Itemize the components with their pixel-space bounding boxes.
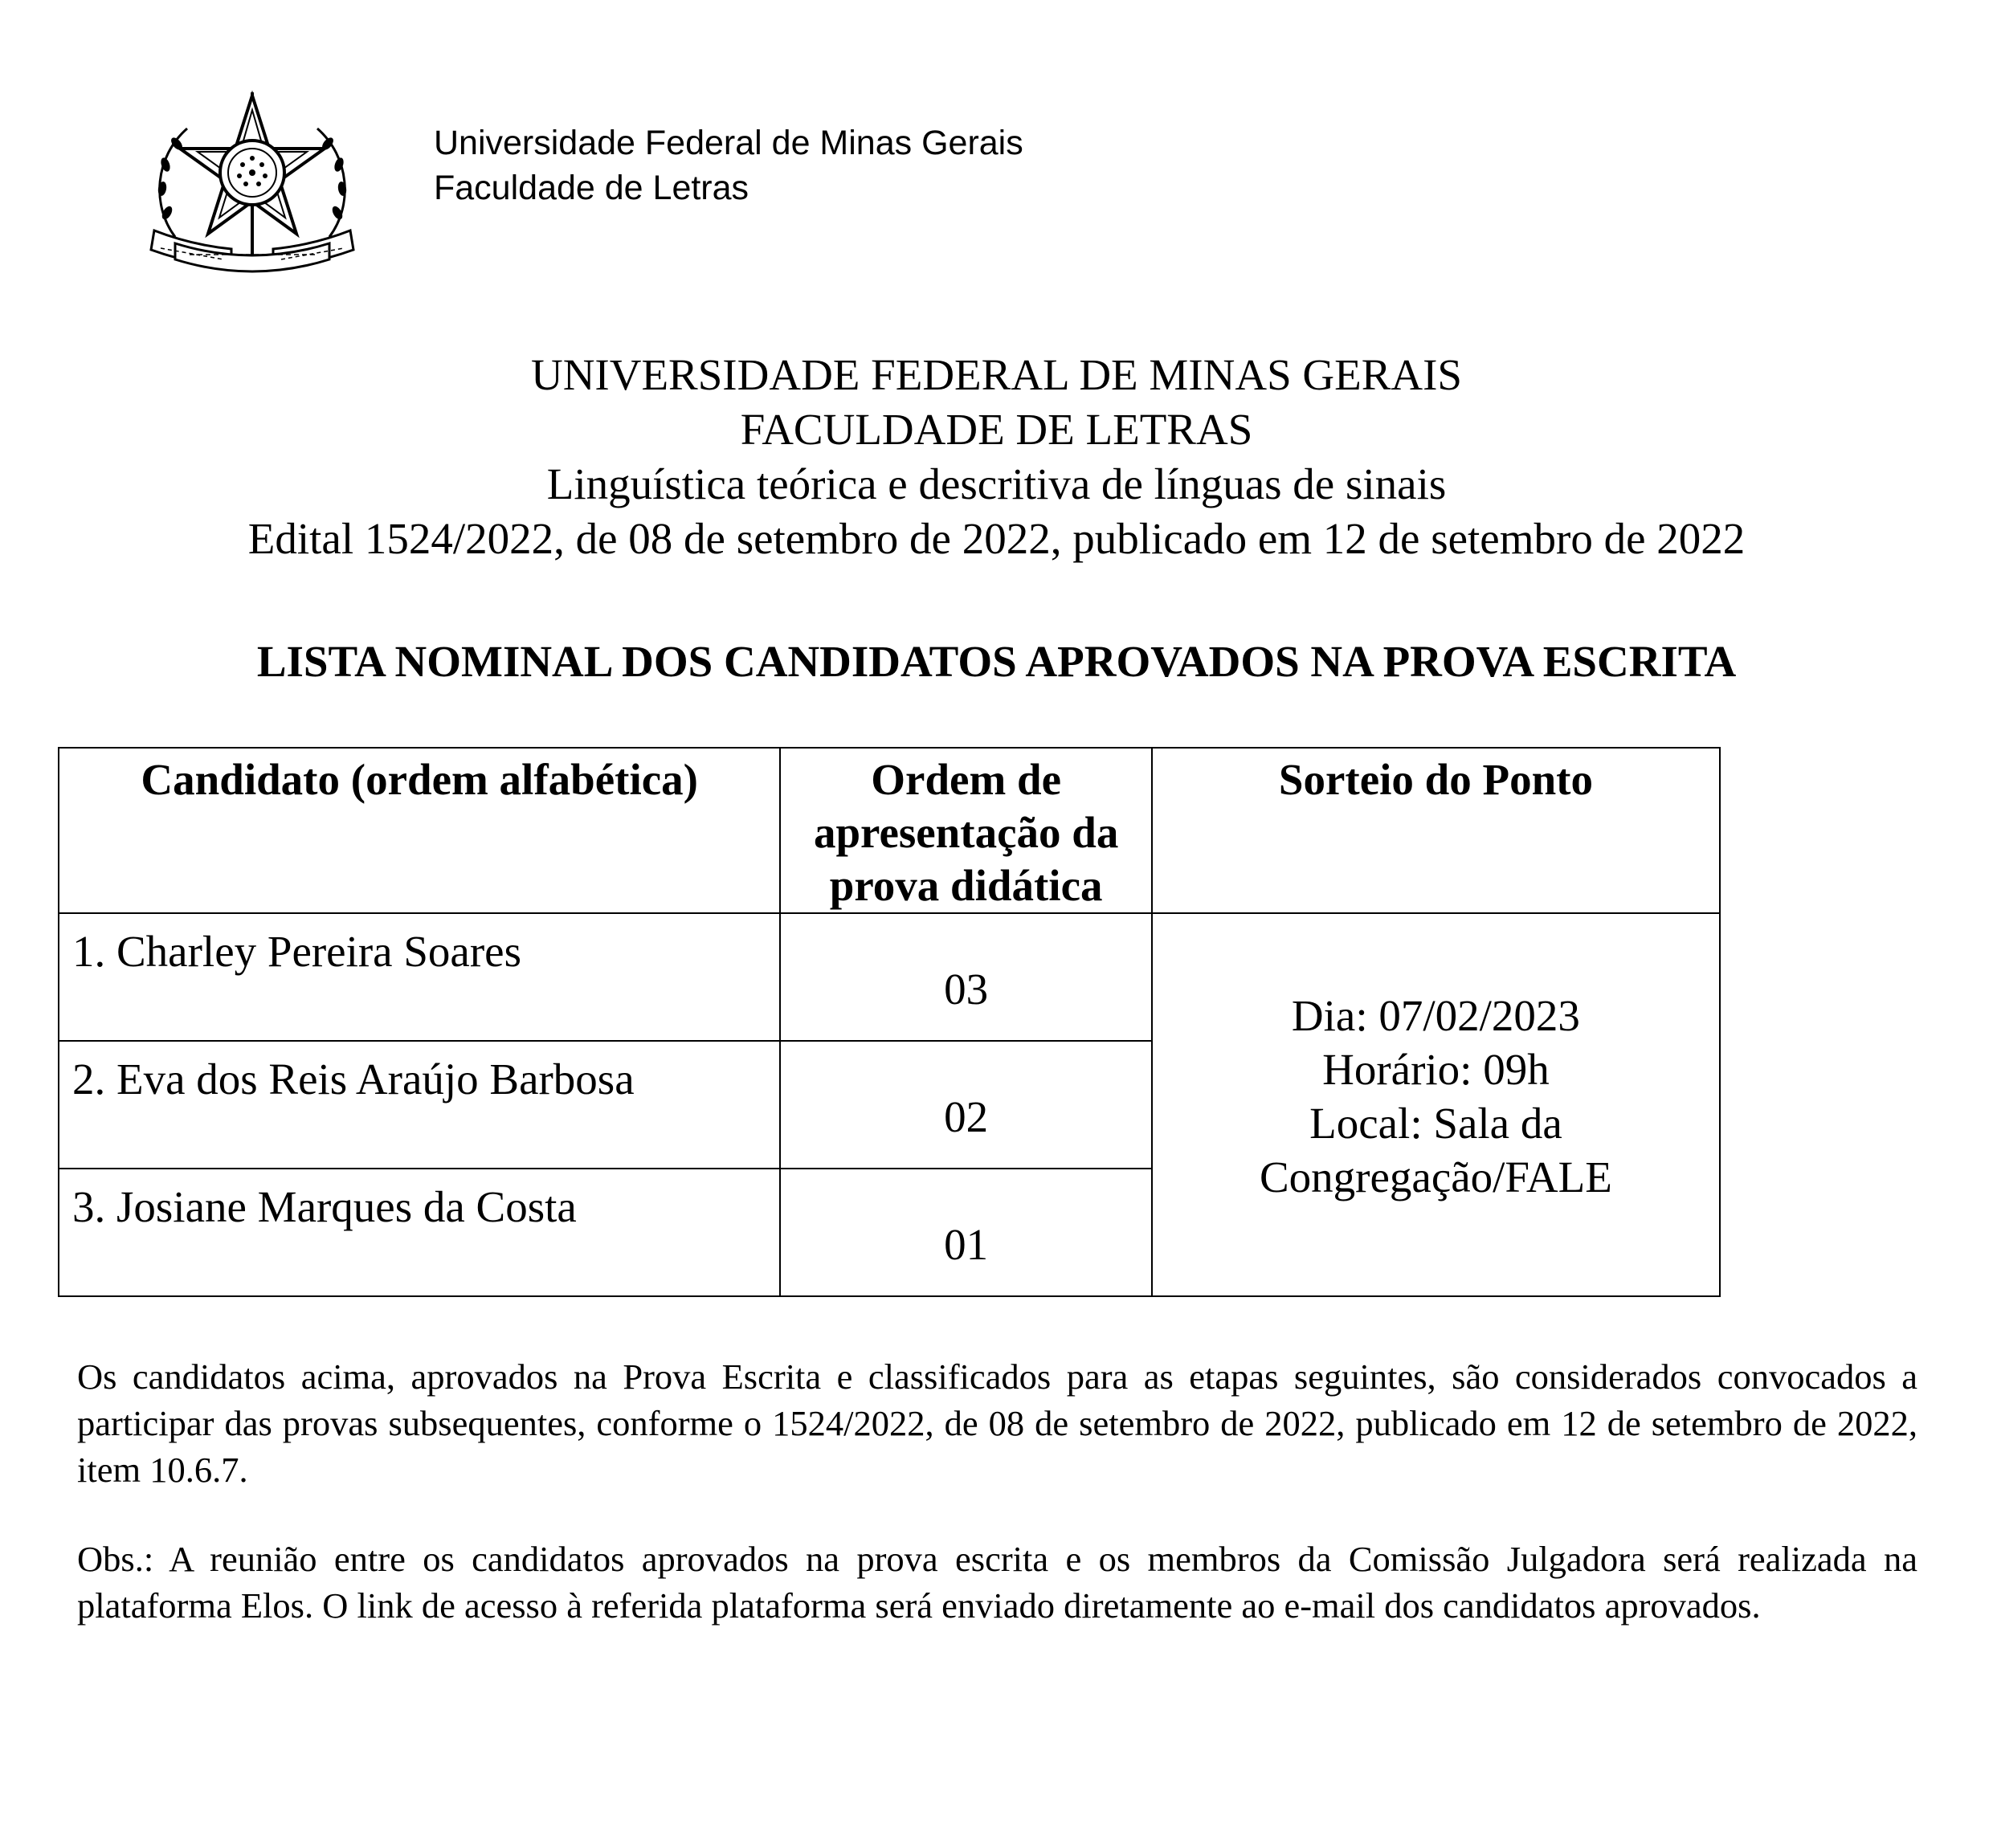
candidate-name: 1. Charley Pereira Soares — [59, 913, 780, 1041]
header-order — [780, 748, 1151, 913]
header-draw: Sorteio do Ponto — [1152, 748, 1720, 913]
presentation-order: 03 — [780, 913, 1151, 1041]
document-header — [0, 348, 1993, 566]
candidates-table — [58, 747, 1721, 1297]
header-order-line1: Ordem de — [871, 755, 1062, 804]
draw-info — [1152, 913, 1720, 1296]
brazil-coat-of-arms-icon — [143, 84, 361, 287]
draw-place-line1: Local: Sala da — [1309, 1098, 1562, 1148]
draw-day: Dia: 07/02/2023 — [1291, 990, 1580, 1040]
header-university: UNIVERSIDADE FEDERAL DE MINAS GERAIS — [530, 350, 1463, 399]
draw-time: Horário: 09h — [1322, 1044, 1550, 1094]
list-title: LISTA NOMINAL DOS CANDIDATOS APROVADOS NA PROVA ESCRITA — [256, 637, 1737, 686]
observation-paragraph: Obs.: A reunião entre os candidatos aprovados na prova escrita e os membros da Comissão Julgadora será realizada na plataforma Elos. O link de acesso à referida plataforma será enviado diretamente ao e-mail dos candidatos aprovados. — [77, 1539, 1917, 1626]
letterhead-faculty: Faculdade de Letras — [434, 169, 749, 207]
letterhead — [434, 120, 1023, 210]
table-header-row — [59, 748, 1720, 913]
header-faculty: FACULDADE DE LETRAS — [740, 405, 1253, 454]
header-edital: Edital 1524/2022, de 08 de setembro de 2022, publicado em 12 de setembro de 2022 — [247, 514, 1746, 563]
letterhead-university: Universidade Federal de Minas Gerais — [434, 124, 1023, 162]
convocation-paragraph: Os candidatos acima, aprovados na Prova Escrita e classificados para as etapas seguintes, são considerados convocados a participar das provas subsequentes, conforme o 1524/2022, de 08 de setembro de 2022, publicado em 12 de setembro de 2022, item 10.6.7. — [77, 1356, 1917, 1490]
table-row — [59, 913, 1720, 1041]
presentation-order: 02 — [780, 1041, 1151, 1169]
draw-place-line2: Congregação/FALE — [1260, 1152, 1612, 1201]
header-order-line2: apresentação da — [813, 808, 1119, 857]
candidate-name: 2. Eva dos Reis Araújo Barbosa — [59, 1041, 780, 1169]
candidate-name: 3. Josiane Marques da Costa — [59, 1169, 780, 1296]
header-order-line3: prova didática — [829, 861, 1103, 910]
header-area: Linguística teórica e descritiva de línguas de sinais — [546, 459, 1447, 508]
header-candidate: Candidato (ordem alfabética) — [59, 748, 780, 913]
presentation-order: 01 — [780, 1169, 1151, 1296]
